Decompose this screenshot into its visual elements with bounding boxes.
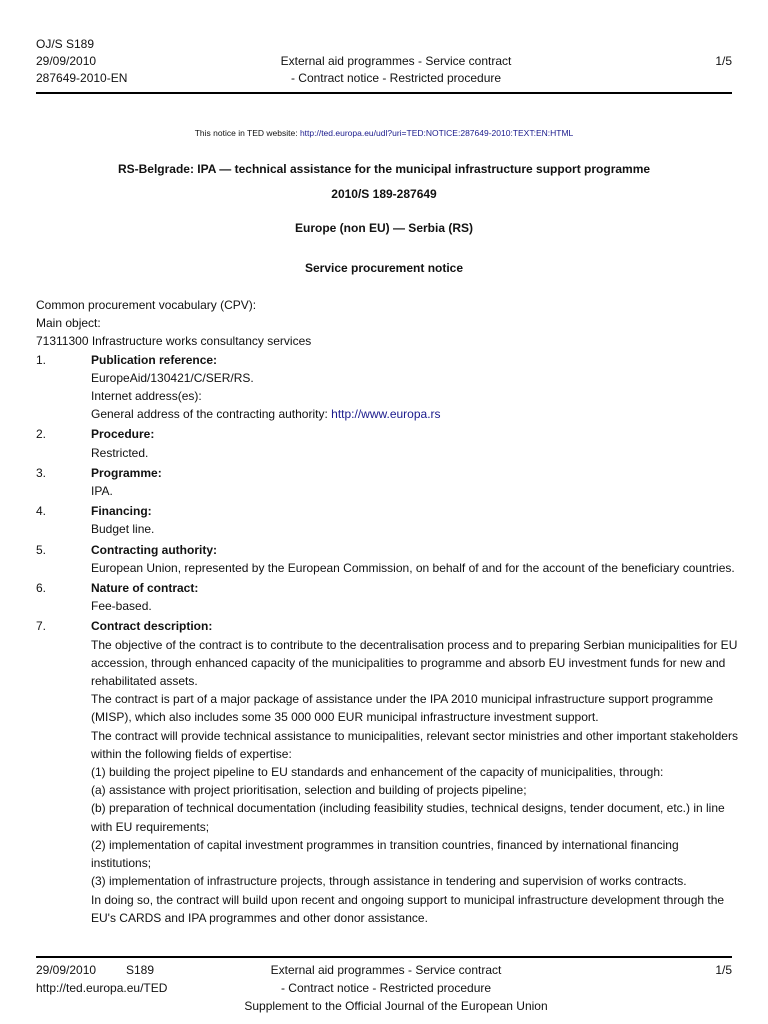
page-footer <box>36 956 732 1013</box>
description-paragraph: (3) implementation of infrastructure projects, through assistance in tendering and supervision of works contracts. <box>91 874 687 889</box>
footer-journal: Supplement to the Official Journal of the European Union <box>244 999 548 1013</box>
ted-notice <box>0 128 768 138</box>
header-date: 29/09/2010 <box>36 54 97 68</box>
general-address-link[interactable]: http://www.europa.rs <box>331 407 441 422</box>
section-number: 1. <box>36 352 47 367</box>
section-number: 5. <box>36 542 47 557</box>
header-title-line2: - Contract notice - Restricted procedure <box>290 71 502 85</box>
section-number: 3. <box>36 465 47 480</box>
description-paragraph: (2) implementation of capital investment programmes in transition countries, financed by international financing institutions; <box>91 837 679 871</box>
section-value: Budget line. <box>91 522 155 537</box>
header-left <box>36 36 127 87</box>
cpv-code: 71311300 Infrastructure works consultancy services <box>36 334 312 349</box>
notice-number: 2010/S 189-287649 <box>331 187 437 201</box>
notice-type: Service procurement notice <box>304 261 464 275</box>
notice-title: RS-Belgrade: IPA — technical assistance for the municipal infrastructure support programme <box>117 162 651 176</box>
section-heading: Programme: <box>91 465 162 480</box>
section-programme <box>36 464 738 500</box>
notice-region: Europe (non EU) — Serbia (RS) <box>294 221 473 235</box>
section-number: 4. <box>36 504 47 519</box>
page-header <box>36 36 732 94</box>
section-contract-description <box>36 617 738 926</box>
cpv-label: Common procurement vocabulary (CPV): <box>36 298 257 312</box>
section-heading: Financing: <box>91 504 152 519</box>
internet-address-label: Internet address(es): <box>91 389 202 404</box>
section-heading: Nature of contract: <box>91 581 199 596</box>
section-number: 6. <box>36 581 47 596</box>
header-center <box>246 53 546 87</box>
section-financing <box>36 502 738 538</box>
header-doc-id: 287649-2010-EN <box>36 71 128 85</box>
section-publication-reference <box>36 351 738 424</box>
description-paragraph: In doing so, the contract will build upon recent and ongoing support to municipal infrastructure development through the EU's CARDS and IPA programmes and other donor assistance. <box>91 892 725 925</box>
ted-notice-link[interactable]: http://ted.europa.eu/udl?uri=TED:NOTICE:287649-2010:TEXT:EN:HTML <box>299 128 574 138</box>
section-heading: Publication reference: <box>91 352 218 367</box>
section-nature-of-contract <box>36 579 738 615</box>
section-value: Fee-based. <box>91 599 152 614</box>
general-address-line <box>91 405 738 423</box>
header-oj-ref: OJ/S S189 <box>36 37 95 51</box>
section-value: European Union, represented by the European Commission, on behalf of and for the account of the beneficiary countries. <box>91 560 735 575</box>
description-paragraph: (b) preparation of technical documentation (including feasibility studies, technical designs, tender document, etc.) in line with EU requirements; <box>91 801 725 834</box>
description-paragraph: (1) building the project pipeline to EU standards and enhancement of the capacity of municipalities, through: <box>91 765 664 780</box>
footer-title-line1: External aid programmes - Service contract <box>270 963 502 977</box>
footer-date: 29/09/2010 <box>36 963 97 977</box>
section-value: IPA. <box>91 484 113 499</box>
section-number: 2. <box>36 427 47 442</box>
description-paragraph: (a) assistance with project prioritisation, selection and building of projects pipeline; <box>91 783 527 798</box>
cpv-main-object-label: Main object: <box>36 316 101 331</box>
header-title-line1: External aid programmes - Service contract <box>280 54 512 68</box>
general-address-label: General address of the contracting authority: <box>91 407 332 422</box>
footer-page-number: 1/5 <box>715 963 732 977</box>
section-heading: Contract description: <box>91 619 213 634</box>
section-number: 7. <box>36 619 47 634</box>
description-paragraph: The objective of the contract is to contribute to the decentralisation process and to preparing Serbian municipalities for EU accession, through enhanced capacity of the municipalities to programme and absorb EU investment funds for new and rehabilitated assets. <box>91 637 738 689</box>
header-page-number: 1/5 <box>715 54 732 68</box>
footer-title-line2: - Contract notice - Restricted procedure <box>280 981 492 995</box>
description-paragraph: The contract will provide technical assistance to municipalities, relevant sector ministries and other important stakeholders within the following fields of expertise: <box>91 728 738 761</box>
section-value: Restricted. <box>91 445 149 460</box>
description-paragraph: The contract is part of a major package of assistance under the IPA 2010 municipal infrastructure support programme (MISP), which also includes some 35 000 000 EUR municipal infrastructure investment support. <box>91 692 714 725</box>
section-contracting-authority <box>36 541 738 577</box>
section-heading: Procedure: <box>91 427 155 442</box>
section-heading: Contracting authority: <box>91 542 217 557</box>
publication-reference-value: EuropeAid/130421/C/SER/RS. <box>91 370 254 385</box>
footer-series: S189 <box>126 963 155 977</box>
notice-body <box>36 296 738 927</box>
section-procedure <box>36 425 738 461</box>
ted-notice-prefix: This notice in TED website: <box>194 128 300 138</box>
footer-url: http://ted.europa.eu/TED <box>36 981 168 995</box>
